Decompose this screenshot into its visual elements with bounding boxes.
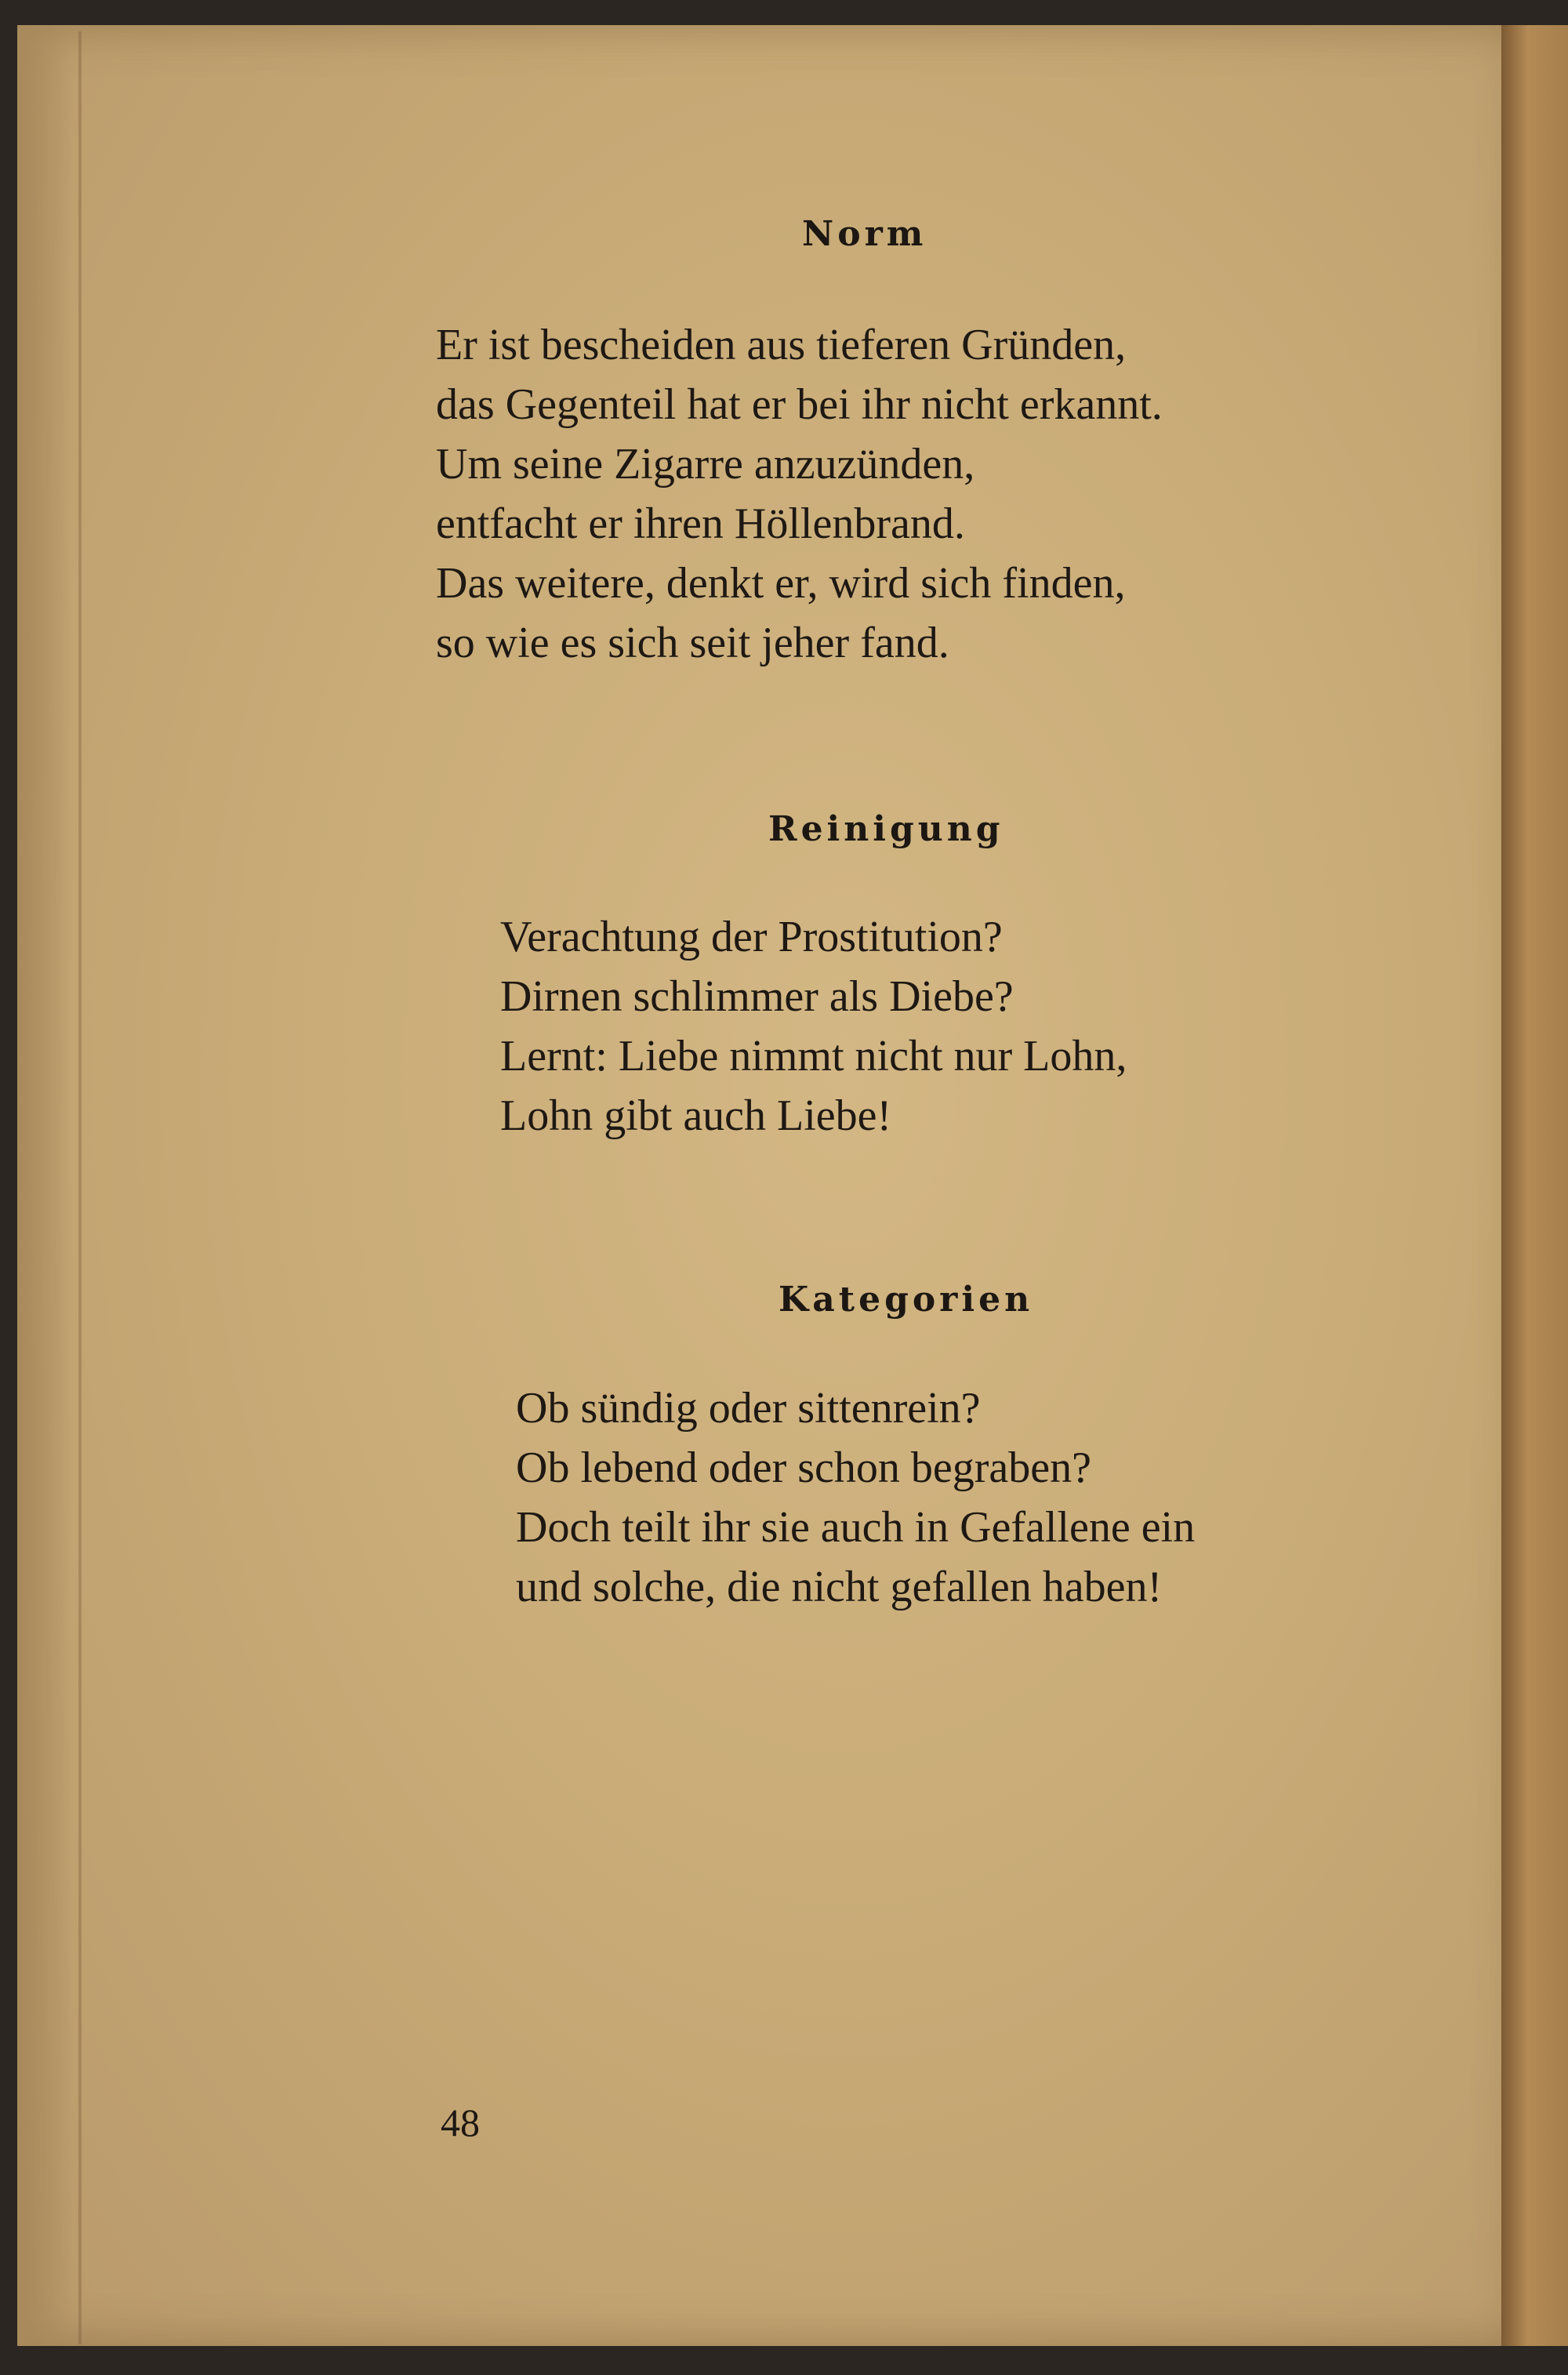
next-page-edge (1501, 25, 1568, 2346)
poem-stanza-reinigung (500, 907, 1127, 1146)
poem-line: Lohn gibt auch Liebe! (500, 1091, 892, 1140)
poem-stanza-kategorien (516, 1378, 1195, 1617)
poem-line: Um seine Zigarre anzuzünden, (436, 440, 975, 488)
poem-title-reinigung: Reinigung (768, 809, 1004, 849)
poem-line: Dirnen schlimmer als Diebe? (500, 972, 1014, 1021)
page-fold-line (78, 31, 82, 2344)
poem-title-kategorien: Kategorien (779, 1280, 1034, 1320)
poem-line: Lernt: Liebe nimmt nicht nur Lohn, (500, 1032, 1127, 1080)
poem-line: das Gegenteil hat er bei ihr nicht erkannt. (436, 380, 1163, 429)
page-number: 48 (441, 2101, 480, 2144)
poem-line: und solche, die nicht gefallen haben! (516, 1563, 1163, 1611)
poem-stanza-norm (436, 315, 1163, 673)
poem-line: Ob lebend oder schon begraben? (516, 1444, 1091, 1492)
poem-line: Verachtung der Prostitution? (500, 913, 1003, 961)
poem-line: Doch teilt ihr sie auch in Gefallene ein (516, 1503, 1196, 1552)
poem-line: so wie es sich seit jeher fand. (436, 619, 949, 667)
poem-line: Das weitere, denkt er, wird sich finden, (436, 559, 1126, 608)
poem-line: Er ist bescheiden aus tieferen Gründen, (436, 321, 1127, 369)
poem-line: Ob sündig oder sittenrein? (516, 1384, 981, 1433)
poem-title-norm: Norm (802, 214, 927, 254)
poem-line: entfacht er ihren Höllenbrand. (436, 499, 965, 548)
page-edge-shadow (17, 25, 72, 2346)
